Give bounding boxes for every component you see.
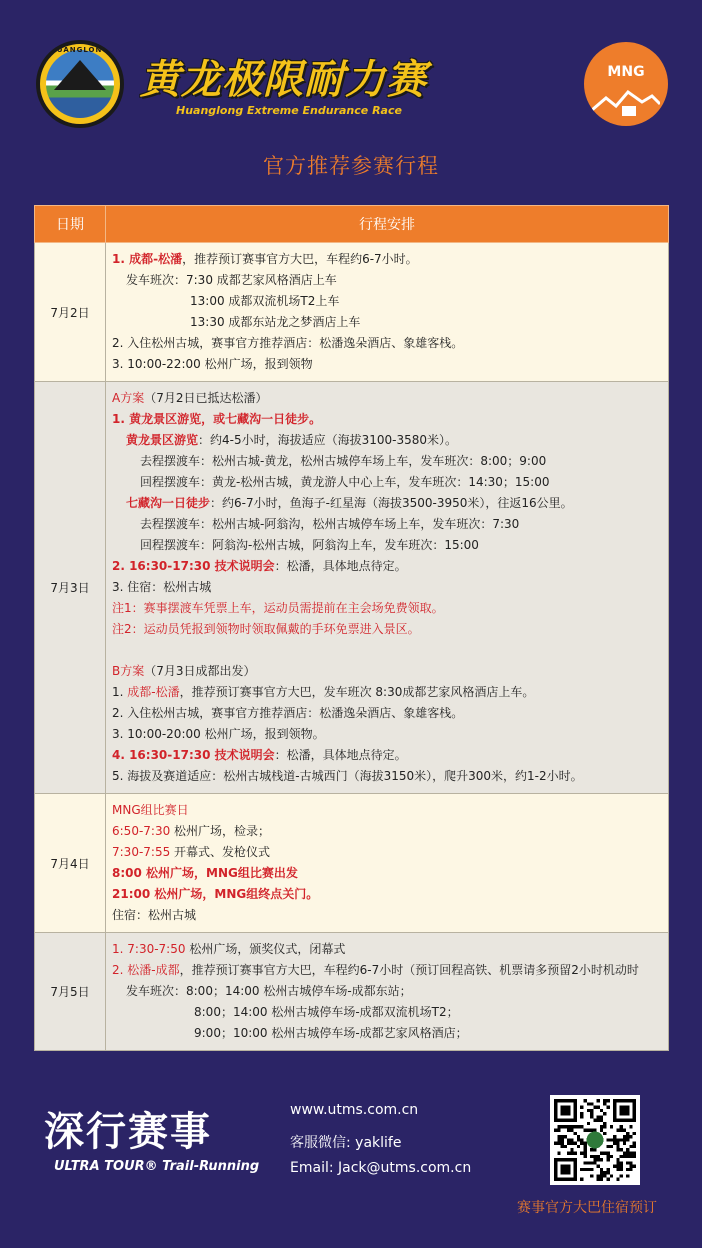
plan-text: ：松潘，具体地点待定。 — [274, 748, 407, 762]
plan-line — [112, 821, 668, 842]
plan-text: 21:00 松州广场，MNG组终点关门。 — [112, 887, 319, 901]
plan-line — [112, 291, 668, 312]
plan-line — [112, 270, 668, 291]
table-row — [35, 382, 669, 794]
plan-line — [112, 1023, 668, 1044]
plan-line — [112, 354, 668, 375]
plan-text: 9:00；10:00 松州古城停车场-成都艺家风格酒店； — [194, 1026, 468, 1040]
ultratour-logo-cn: 深行赛事 — [44, 1109, 212, 1155]
plan-text: 3. 10:00-20:00 松州广场，报到领物。 — [112, 727, 325, 741]
plan-text: 松州广场，颁奖仪式，闭幕式 — [185, 942, 346, 956]
mountain-icon — [54, 60, 106, 90]
plan-text: 7:30-7:55 — [112, 845, 171, 859]
plan-line — [112, 430, 668, 451]
plan-text: 2. 入住松州古城，赛事官方推荐酒店：松潘逸朵酒店、象雄客栈。 — [112, 336, 464, 350]
plan-text: 3. 10:00-22:00 松州广场，报到领物 — [112, 357, 313, 371]
race-title-en: Huanglong Extreme Endurance Race — [176, 104, 402, 117]
logo-ring-text: HUANGLONG — [50, 46, 110, 54]
table-row — [35, 794, 669, 933]
plan-text: 发车班次：7:30 成都艺家风格酒店上车 — [126, 273, 337, 287]
plan-text: 7:30-7:50 — [127, 942, 186, 956]
plan-line — [112, 312, 668, 333]
plan-text: MNG组比赛日 — [112, 803, 189, 817]
page-title: 官方推荐参赛行程 — [263, 154, 439, 178]
plan-text: 七藏沟一日徒步 — [126, 496, 211, 510]
plan-text: 去程摆渡车：松州古城-黄龙，松州古城停车场上车，发车班次：8:00；9:00 — [140, 454, 547, 468]
plan-line — [112, 981, 668, 1002]
ultratour-logo-en: ULTRA TOUR® Trail-Running — [54, 1159, 260, 1174]
table-row — [35, 933, 669, 1051]
plan-text: 6:50-7:30 — [112, 824, 171, 838]
plan-line — [112, 472, 668, 493]
qr-caption: 赛事官方大巴住宿预订 — [517, 1200, 657, 1216]
plan-line — [112, 451, 668, 472]
plan-text: 注1：赛事摆渡车凭票上车，运动员需提前在主会场免费领取。 — [112, 601, 444, 615]
qr-code-icon[interactable] — [550, 1095, 640, 1185]
plan-line — [112, 619, 668, 640]
row-plan — [106, 382, 669, 794]
plan-line — [112, 703, 668, 724]
plan-text: 2. 入住松州古城，赛事官方推荐酒店：松潘逸朵酒店、象雄客栈。 — [112, 706, 464, 720]
qr-code-pattern — [554, 1099, 636, 1181]
plan-text: 2. — [112, 963, 128, 977]
plan-line — [112, 939, 668, 960]
plan-text: （7月3日成都出发） — [144, 664, 256, 678]
plan-text: B方案 — [112, 664, 145, 678]
plan-text: 松潘-成都 — [127, 963, 180, 977]
plan-text: 1. — [112, 942, 128, 956]
plan-text: ：松潘，具体地点待定。 — [274, 559, 407, 573]
plan-text: 回程摆渡车：阿翁沟-松州古城，阿翁沟上车，发车班次：15:00 — [140, 538, 479, 552]
plan-line — [112, 640, 668, 661]
row-plan — [106, 794, 669, 933]
plan-text: 松州广场，检录； — [170, 824, 271, 838]
email-link[interactable]: Email: Jack@utms.com.cn — [290, 1160, 472, 1176]
row-date: 7月3日 — [35, 382, 106, 794]
row-date: 7月2日 — [35, 243, 106, 382]
plan-text: 回程摆渡车：黄龙-松州古城，黄龙游人中心上车，发车班次：14:30；15:00 — [140, 475, 550, 489]
plan-text: 成都-松潘 — [127, 685, 180, 699]
plan-line — [112, 249, 668, 270]
plan-text: 8:00；14:00 松州古城停车场-成都双流机场T2； — [194, 1005, 459, 1019]
plan-text: 注2：运动员凭报到领物时领取佩戴的手环免票进入景区。 — [112, 622, 420, 636]
plan-line — [112, 598, 668, 619]
plan-line — [112, 863, 668, 884]
plan-line — [112, 884, 668, 905]
plan-line — [112, 745, 668, 766]
plan-text: 2. 16:30-17:30 技术说明会 — [112, 559, 275, 573]
plan-line — [112, 388, 668, 409]
mng-badge-icon — [584, 42, 668, 126]
plan-text: 13:00 成都双流机场T2上车 — [190, 294, 340, 308]
table-row — [35, 243, 669, 382]
plan-line — [112, 1002, 668, 1023]
race-title-cn: 黄龙极限耐力赛 — [140, 57, 427, 103]
row-plan — [106, 933, 669, 1051]
plan-text: ，推荐预订赛事官方大巴，发车班次 8:30成都艺家风格酒店上车。 — [179, 685, 535, 699]
plan-line — [112, 766, 668, 787]
plan-text: 黄龙景区游览 — [126, 433, 199, 447]
plan-line — [112, 514, 668, 535]
plan-text: 开幕式、发枪仪式 — [170, 845, 271, 859]
row-plan — [106, 243, 669, 382]
schedule-body — [35, 243, 669, 1051]
mng-label: MNG — [607, 64, 645, 80]
website-link[interactable]: www.utms.com.cn — [290, 1102, 419, 1118]
row-date: 7月4日 — [35, 794, 106, 933]
plan-text: 1. — [112, 685, 128, 699]
plan-line — [112, 661, 668, 682]
plan-text: 去程摆渡车：松州古城-阿翁沟，松州古城停车场上车，发车班次：7:30 — [140, 517, 520, 531]
plan-text: ，推荐预订赛事官方大巴，车程约6-7小时。 — [182, 252, 418, 266]
plan-line — [112, 682, 668, 703]
plan-line — [112, 556, 668, 577]
plan-line — [112, 724, 668, 745]
plan-text: 3. 住宿：松州古城 — [112, 580, 212, 594]
header-date: 日期 — [35, 206, 106, 243]
plan-text: 5. 海拔及赛道适应：松州古城栈道-古城西门（海拔3150米），爬升300米，约1-2小时。 — [112, 769, 583, 783]
plan-text: A方案 — [112, 391, 145, 405]
mng-mountain-icon — [592, 88, 660, 126]
row-date: 7月5日 — [35, 933, 106, 1051]
plan-line — [112, 905, 668, 926]
plan-text: 住宿：松州古城 — [112, 908, 197, 922]
plan-line — [112, 409, 668, 430]
plan-line — [112, 493, 668, 514]
plan-line — [112, 800, 668, 821]
wechat-contact: 客服微信: yaklife — [290, 1135, 402, 1151]
plan-line — [112, 842, 668, 863]
plan-line — [112, 577, 668, 598]
schedule-table — [34, 205, 669, 1051]
plan-line — [112, 960, 668, 981]
header-plan: 行程安排 — [106, 206, 669, 243]
plan-text: 发车班次：8:00；14:00 松州古城停车场-成都东站； — [126, 984, 412, 998]
plan-text: 1. 黄龙景区游览，或七藏沟一日徒步。 — [112, 412, 322, 426]
plan-line — [112, 535, 668, 556]
plan-text: 4. 16:30-17:30 技术说明会 — [112, 748, 275, 762]
plan-text: 13:30 成都东站龙之梦酒店上车 — [190, 315, 361, 329]
plan-text: （7月2日已抵达松潘） — [144, 391, 268, 405]
plan-text: ，推荐预订赛事官方大巴，车程约6-7小时（预订回程高铁、机票请多预留2小时机动时 — [179, 963, 639, 977]
table-header-row — [35, 206, 669, 243]
plan-text: 1. 成都-松潘 — [112, 252, 183, 266]
plan-text: ：约4-5小时，海拔适应（海拔3100-3580米）。 — [198, 433, 458, 447]
plan-text: ：约6-7小时，鱼海子-红星海（海拔3500-3950米），往返16公里。 — [210, 496, 573, 510]
huanglong-logo-icon — [36, 40, 124, 128]
plan-text: 8:00 松州广场，MNG组比赛出发 — [112, 866, 298, 880]
plan-line — [112, 333, 668, 354]
